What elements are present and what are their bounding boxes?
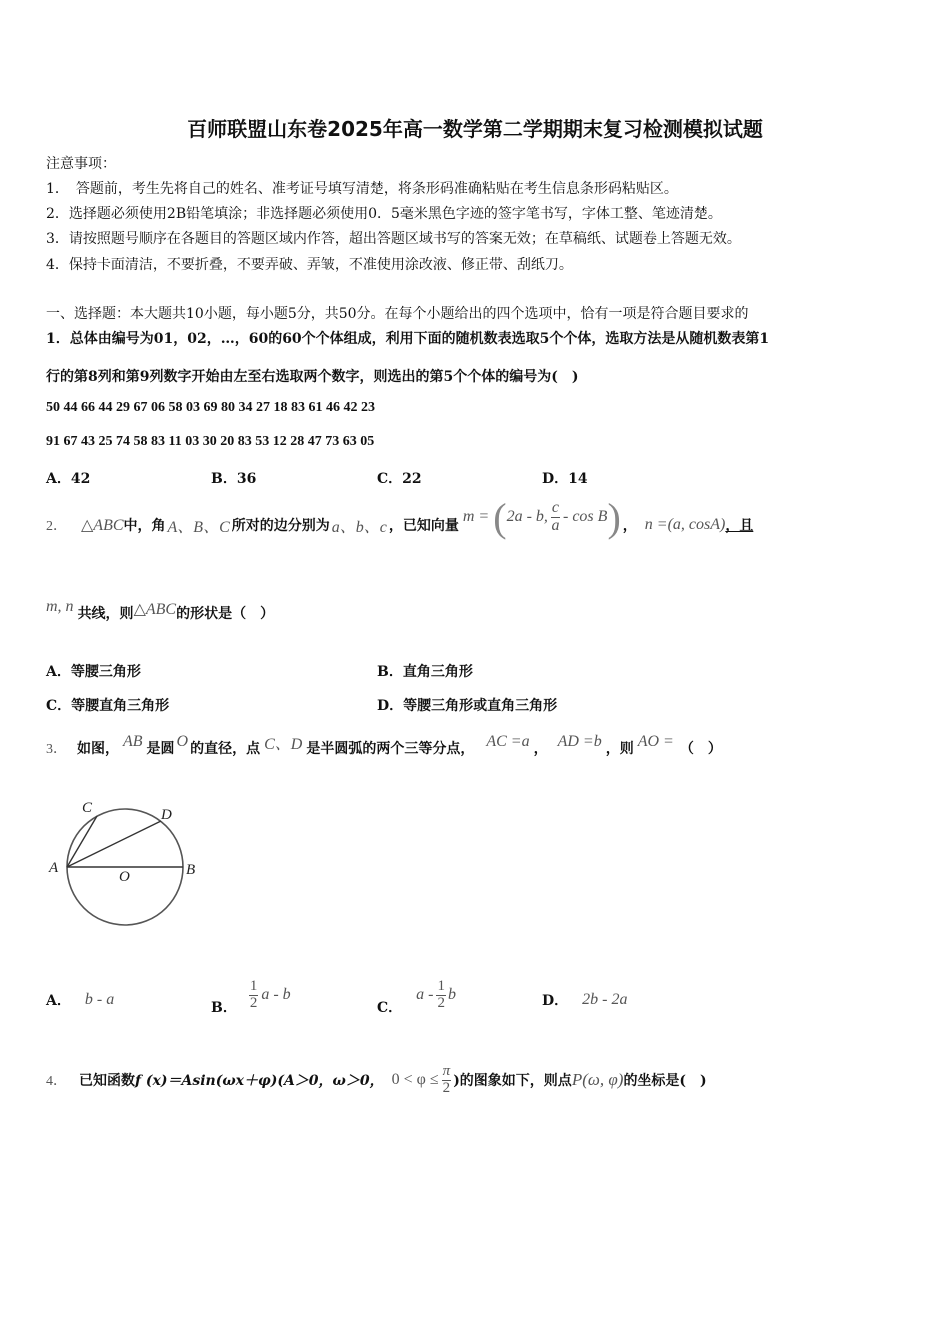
q4-point-p: P(ω, φ) — [571, 1070, 624, 1089]
q4-pi: π — [442, 1062, 451, 1079]
notice-item-2: 2．选择题必须使用2B铅笔填涂；非选择题必须使用0．5毫米黑色字迹的签字笔书写，字体工整、笔迹清楚。 — [46, 206, 722, 222]
q1-random-row-1: 50 44 66 44 29 67 06 58 03 69 80 34 27 18 83 61 46 42 23 — [46, 400, 375, 415]
q4-inequality: 0 < φ ≤ — [391, 1071, 439, 1088]
q2-m-part-2: - cos B — [563, 508, 608, 525]
q2-fraction-den: a — [551, 516, 560, 534]
q2-vector-n: n =(a, cosA) — [644, 516, 726, 533]
q1-line1: 1．总体由编号为01，02，…，60的60个个体组成，利用下面的随机数表选取5个个体，选取方法是从随机数表第1 — [46, 331, 770, 347]
q3-option-b-frac — [249, 979, 259, 1012]
q3-option-b-label: B． — [211, 1000, 237, 1016]
page-title: 百师联盟山东卷2025年高一数学第二学期期末复习检测模拟试题 — [187, 117, 763, 141]
q3-cd: C、D — [264, 735, 303, 753]
q3-text-1: 如图， — [77, 741, 119, 757]
section-heading: 一、选择题：本大题共10小题，每小题5分，共50分。在每个小题给出的四个选项中，恰有一项是符合题目要求的 — [46, 306, 749, 322]
q3-option-c-num: 1 — [437, 977, 445, 994]
q2-line2 — [46, 598, 275, 623]
q2-text-1: 中，角 — [123, 518, 166, 534]
q3-figure — [40, 790, 220, 935]
label-c: C — [82, 800, 93, 816]
q4-number: 4． — [46, 1074, 67, 1089]
label-a: A — [49, 860, 59, 876]
q2-number: 2． — [46, 519, 67, 534]
notice-item-3: 3．请按照题号顺序在各题目的答题区域内作答，超出答题区域书写的答案无效；在草稿纸、试题卷上答题无效。 — [46, 231, 741, 247]
q3-sep: ， — [533, 741, 548, 757]
q3-text-6: （ ） — [679, 741, 722, 757]
q2-text-5: 共线，则 — [77, 606, 134, 622]
q3-ac: AC =a — [486, 733, 530, 750]
q4-pi-over-2 — [442, 1064, 452, 1097]
q3-ab: AB — [123, 733, 143, 750]
q2-text-3: ，已知向量 — [388, 518, 459, 534]
q2-option-a: A．等腰三角形 — [46, 664, 141, 680]
label-b: B — [186, 862, 196, 878]
q3-option-b-num: 1 — [249, 977, 258, 994]
q3-option-b-den: 2 — [249, 994, 258, 1011]
q3-option-d-label: D． — [542, 993, 569, 1009]
q2-option-d: D．等腰三角形或直角三角形 — [377, 698, 558, 714]
q2-text-2: 所对的边分别为 — [231, 518, 330, 534]
q3-option-c-first: a - — [416, 986, 434, 1003]
q3-ao: AO = — [637, 733, 674, 750]
q3-text-3: 的直径，点 — [190, 741, 261, 757]
q4-text-1: 已知函数 — [79, 1073, 135, 1089]
q1-option-b: B．36 — [211, 471, 257, 487]
q4-line1 — [46, 1055, 707, 1105]
q1-option-a: A．42 — [46, 471, 91, 487]
q2-fraction — [551, 500, 560, 535]
q1-option-c: C．22 — [377, 471, 422, 487]
notice-item-1: 1． 答题前，考生先将自己的姓名、准考证号填写清楚，将条形码准确粘贴在考生信息条形码粘贴区。 — [46, 181, 678, 197]
q3-option-b — [211, 965, 291, 1025]
q4-function: f (x)＝Asin(ωx＋φ)(A＞0，ω＞0， — [135, 1073, 384, 1089]
q3-option-c — [377, 965, 456, 1025]
q1-line2: 行的第8列和第9列数字开始由左至右选取两个数字，则选出的第5个个体的编号为( ) — [46, 369, 579, 385]
q3-text-4: 是半圆弧的两个三等分点， — [306, 741, 475, 757]
q2-angles: A、B、C — [167, 518, 230, 536]
q4-text-2: )的图象如下，则点 — [453, 1073, 572, 1089]
q4-text-3: 的坐标是( ) — [623, 1073, 707, 1089]
q2-m-part-1: 2a - b, — [506, 508, 548, 525]
q2-triangle-2: △ABC — [133, 601, 177, 618]
q2-text-4: ，且 — [725, 518, 754, 534]
q3-option-c-frac — [436, 979, 446, 1012]
q2-comma: ， — [622, 518, 637, 534]
q2-option-b: B．直角三角形 — [377, 664, 473, 680]
q3-option-c-den: 2 — [437, 994, 445, 1011]
label-d: D — [161, 807, 172, 823]
q2-fraction-num: c — [551, 498, 559, 516]
q1-option-d: D．14 — [542, 471, 588, 487]
q3-option-d-expr: 2b - 2a — [582, 991, 628, 1008]
q3-option-a — [46, 990, 114, 1010]
notice-heading: 注意事项： — [46, 156, 116, 172]
q2-left-paren: ( — [493, 494, 507, 540]
q3-number: 3． — [46, 742, 67, 757]
q3-option-a-expr: b - a — [84, 991, 115, 1008]
q3-ad: AD =b — [557, 733, 602, 750]
label-o: O — [119, 869, 130, 885]
q3-text-5: ，则 — [605, 741, 634, 757]
q2-right-paren: ) — [607, 494, 621, 540]
q3-o: O — [176, 733, 189, 750]
q3-option-d — [542, 990, 627, 1010]
q3-option-b-rest: a - b — [261, 986, 291, 1003]
q3-option-c-rest: b — [447, 986, 456, 1003]
q4-two: 2 — [442, 1079, 451, 1096]
q2-triangle: △ABC — [81, 517, 124, 534]
notice-item-4: 4．保持卡面清洁，不要折叠，不要弄破、弄皱，不准使用涂改液、修正带、刮纸刀。 — [46, 257, 573, 273]
q2-line1 — [46, 494, 754, 550]
q2-text-6: 的形状是（ ） — [176, 606, 275, 622]
q3-line1 — [46, 728, 722, 768]
q2-sides: a、b、c — [331, 518, 387, 536]
q2-option-c: C．等腰直角三角形 — [46, 698, 170, 714]
q2-vector-m-label: m = — [462, 508, 490, 525]
q3-option-a-label: A． — [46, 993, 71, 1009]
q1-random-row-2: 91 67 43 25 74 58 83 11 03 30 20 83 53 12 28 47 73 63 05 — [46, 434, 375, 449]
q3-text-2: 是圆 — [146, 741, 175, 757]
q3-option-c-label: C． — [377, 1000, 403, 1016]
q2-mn: m, n — [46, 598, 74, 615]
